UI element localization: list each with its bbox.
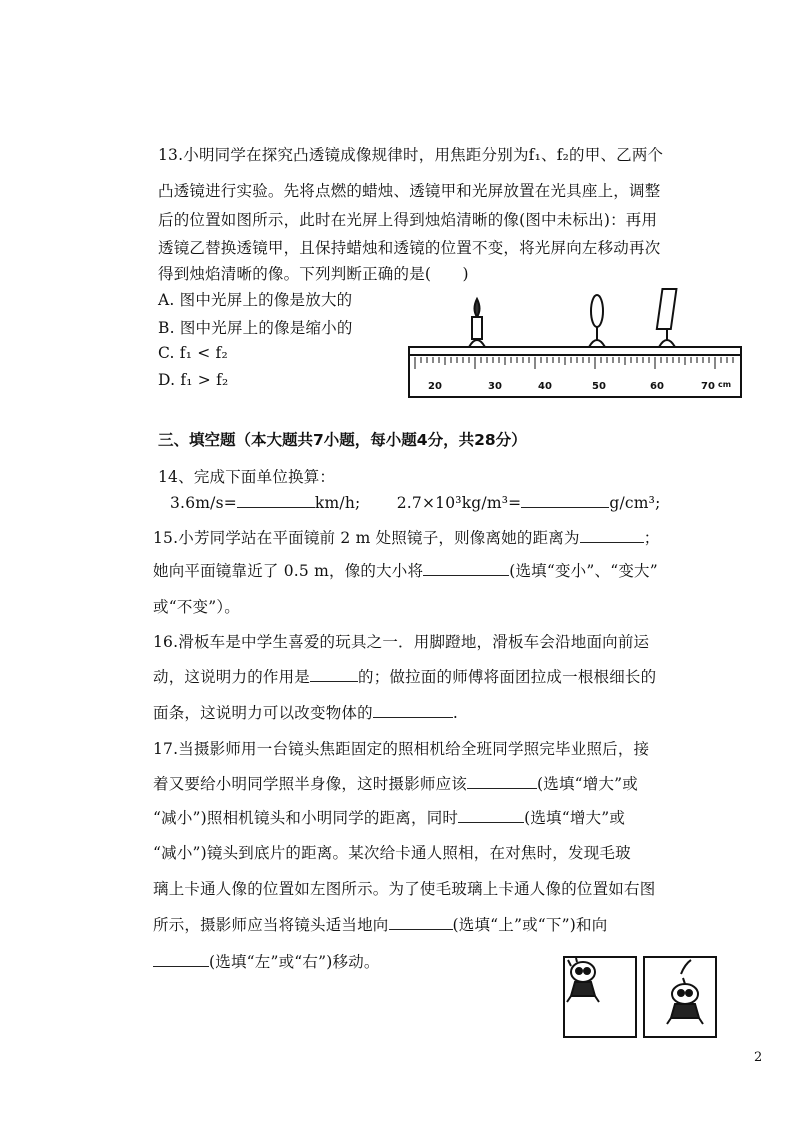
q16-line2 [153, 665, 656, 687]
q17-line2 [153, 772, 638, 794]
q15-line2 [153, 559, 658, 581]
q15-line1 [153, 526, 659, 548]
q17-line3-end: (选填“增大”或 [524, 809, 626, 827]
light-screen [657, 289, 677, 347]
ruler-tick-label: 40 [538, 381, 552, 392]
ruler-tick-label: 50 [592, 381, 606, 392]
answer-blank[interactable] [310, 667, 358, 682]
ruler-tick-label: 60 [650, 381, 664, 392]
q15-line1-text: 15.小芳同学站在平面镜前 2 m 处照镜子，则像离她的距离为 [153, 529, 580, 547]
q17-line1: 17.当摄影师用一台镜头焦距固定的照相机给全班同学照完毕业照后，接 [153, 740, 650, 758]
q16-line1: 16.滑板车是中学生喜爱的玩具之一．用脚蹬地，滑板车会沿地面向前运 [153, 633, 650, 651]
q13-line3: 后的位置如图所示，此时在光屏上得到烛焰清晰的像(图中未标出)：再用 [158, 211, 658, 229]
q16-line3-text: 面条，这说明力可以改变物体的 [153, 704, 373, 722]
q17-line7-text: (选填“左”或“右”)移动。 [209, 953, 380, 971]
candle [469, 299, 485, 347]
q17-line6 [153, 913, 607, 935]
q13-line5: 得到烛焰清晰的像。下列判断正确的是( ) [158, 265, 469, 283]
answer-blank[interactable] [521, 493, 609, 508]
q17-line7 [153, 950, 380, 972]
ruler-tick-label: 30 [488, 381, 502, 392]
ground-glass-right [643, 956, 717, 1038]
q16-line3 [153, 701, 458, 723]
q14-part2-end: g/cm³; [609, 494, 661, 512]
q17-line6-end: (选填“上”或“下”)和向 [452, 916, 608, 934]
q17-line5: 璃上卡通人像的位置如左图所示。为了使毛玻璃上卡通人像的位置如右图 [153, 880, 656, 898]
q14-line2 [170, 493, 661, 512]
q13-option-c: C. f₁ < f₂ [158, 344, 228, 362]
convex-lens [589, 295, 605, 347]
q13-option-b: B. 图中光屏上的像是缩小的 [158, 319, 353, 337]
q15-line1-end: ； [643, 529, 660, 547]
q13-line1: 13.小明同学在探究凸透镜成像规律时，用焦距分别为f₁、f₂的甲、乙两个 [158, 146, 664, 164]
q14-part1-start: 3.6m/s= [170, 494, 237, 512]
q17-line2-text: 着又要给小明同学照半身像，这时摄影师应该 [153, 775, 468, 793]
optical-bench-figure [405, 285, 745, 405]
answer-blank[interactable] [580, 528, 644, 543]
bench-rail [409, 347, 741, 355]
answer-blank[interactable] [467, 774, 537, 789]
ruler-tick-label: 20 [428, 381, 442, 392]
answer-blank[interactable] [389, 915, 453, 930]
q14-part2-start: 2.7×10³kg/m³= [396, 494, 522, 512]
q15-line2-end: (选填“变小”、“变大” [509, 562, 658, 580]
q17-line4: “减小”)镜头到底片的距离。某次给卡通人照相，在对焦时，发现毛玻 [153, 844, 631, 862]
answer-blank[interactable] [458, 808, 524, 823]
q13-option-d: D. f₁ > f₂ [158, 371, 229, 389]
answer-blank[interactable] [237, 493, 315, 508]
ground-glass-left [563, 956, 637, 1038]
q15-line3: 或“不变”）。 [153, 598, 240, 616]
ruler-tick-label: 70 [701, 381, 715, 392]
answer-blank[interactable] [423, 561, 509, 576]
ruler-unit-label: cm [718, 380, 732, 389]
q16-line3-end: . [452, 704, 458, 722]
q14-line1: 14、完成下面单位换算： [158, 468, 336, 486]
q16-line2-end: 的；做拉面的师傅将面团拉成一根根细长的 [358, 668, 657, 686]
answer-blank[interactable] [153, 952, 209, 967]
q17-line2-end: (选填“增大”或 [537, 775, 639, 793]
q13-option-a: A. 图中光屏上的像是放大的 [158, 291, 353, 309]
cartoon-figure-left [565, 958, 635, 1036]
answer-blank[interactable] [373, 703, 453, 718]
page-number: 2 [754, 1050, 763, 1065]
q13-line2: 凸透镜进行实验。先将点燃的蜡烛、透镜甲和光屏放置在光具座上，调整 [158, 182, 661, 200]
q14-part1-end: km/h; [314, 494, 361, 512]
section-heading: 三、填空题（本大题共7小题，每小题4分，共28分） [158, 431, 527, 449]
q17-line3-text: “减小”)照相机镜头和小明同学的距离，同时 [153, 809, 459, 827]
q13-line4: 透镜乙替换透镜甲，且保持蜡烛和透镜的位置不变，将光屏向左移动再次 [158, 239, 661, 257]
q17-line3 [153, 806, 625, 828]
q16-line2-text: 动，这说明力的作用是 [153, 668, 311, 686]
q15-line2-text: 她向平面镜靠近了 0.5 m，像的大小将 [153, 562, 424, 580]
q17-line6-text: 所示，摄影师应当将镜头适当地向 [153, 916, 389, 934]
cartoon-figure-right [645, 958, 715, 1036]
